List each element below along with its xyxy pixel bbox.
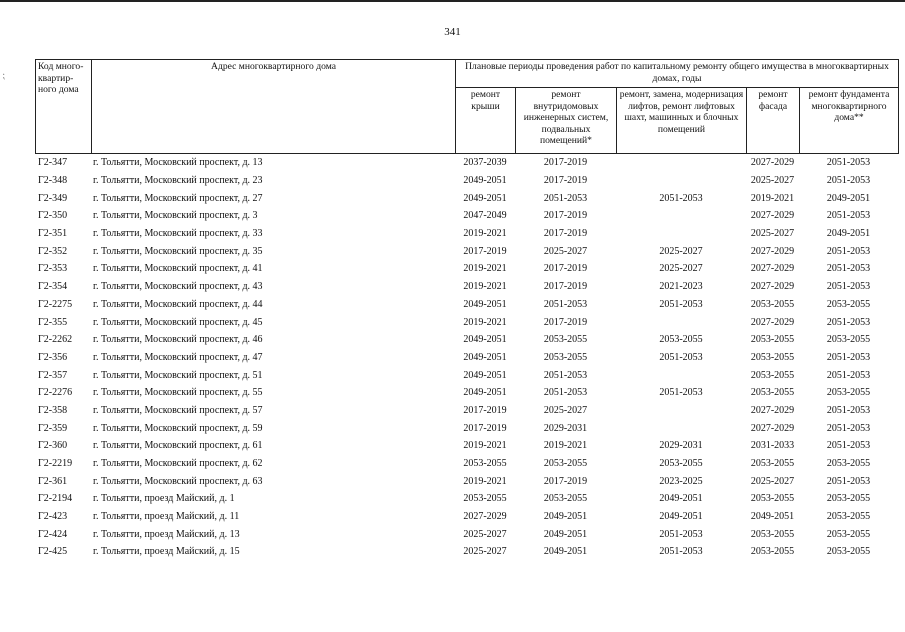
cell-facade: 2053-2055	[750, 387, 795, 399]
cell-elevators: 2051-2053	[659, 298, 703, 310]
scan-mark: ⁏	[2, 70, 6, 81]
cell-systems: 2053-2055	[543, 493, 588, 505]
cell-foundation: 2053-2055	[826, 511, 871, 523]
cell-elevators: 2049-2051	[659, 493, 703, 505]
cell-elevators: 2023-2025	[659, 475, 703, 487]
cell-systems: 2051-2053	[543, 387, 588, 399]
cell-code: Г2-350	[38, 210, 68, 222]
cell-code: Г2-361	[38, 475, 68, 487]
table-row	[35, 543, 898, 561]
cell-foundation: 2053-2055	[826, 387, 871, 399]
cell-facade: 2053-2055	[750, 458, 795, 470]
table-row	[35, 419, 898, 437]
cell-systems: 2051-2053	[543, 298, 588, 310]
cell-facade: 2053-2055	[750, 528, 795, 540]
cell-address: г. Тольятти, Московский проспект, д. 61	[93, 440, 263, 452]
cell-systems: 2017-2019	[543, 157, 588, 169]
cell-foundation: 2053-2055	[826, 298, 871, 310]
table-row	[35, 242, 898, 260]
cell-elevators: 2053-2055	[659, 334, 703, 346]
table-row	[35, 260, 898, 278]
cell-code: Г2-353	[38, 263, 68, 275]
cell-code: Г2-2275	[38, 298, 73, 310]
cell-roof: 2049-2051	[463, 298, 507, 310]
cell-foundation: 2051-2053	[826, 281, 871, 293]
cell-code: Г2-359	[38, 422, 68, 434]
cell-roof: 2019-2021	[463, 281, 507, 293]
cell-address: г. Тольятти, Московский проспект, д. 35	[93, 245, 263, 257]
cell-systems: 2017-2019	[543, 175, 588, 187]
cell-facade: 2031-2033	[750, 440, 795, 452]
cell-foundation: 2053-2055	[826, 493, 871, 505]
document-table	[35, 59, 898, 561]
cell-foundation: 2051-2053	[826, 369, 871, 381]
cell-roof: 2049-2051	[463, 351, 507, 363]
table-row	[35, 525, 898, 543]
table-row	[35, 508, 898, 526]
cell-elevators: 2051-2053	[659, 387, 703, 399]
cell-roof: 2019-2021	[463, 228, 507, 240]
cell-facade: 2027-2029	[750, 157, 795, 169]
cell-elevators: 2025-2027	[659, 263, 703, 275]
cell-roof: 2019-2021	[463, 263, 507, 275]
cell-systems: 2017-2019	[543, 475, 588, 487]
header-periods: Плановые периоды проведения работ по капитальному ремонту общего имущества в многоквартирных домах, годы	[456, 60, 899, 88]
table-body	[35, 154, 898, 561]
cell-address: г. Тольятти, проезд Майский, д. 1	[93, 493, 235, 505]
cell-facade: 2049-2051	[750, 511, 795, 523]
header-foundation: ремонт фундамента многоквартирного дома**	[800, 88, 899, 154]
table-row	[35, 313, 898, 331]
cell-systems: 2053-2055	[543, 351, 588, 363]
cell-roof: 2047-2049	[463, 210, 507, 222]
cell-facade: 2053-2055	[750, 369, 795, 381]
cell-foundation: 2053-2055	[826, 546, 871, 558]
cell-systems: 2017-2019	[543, 228, 588, 240]
cell-systems: 2017-2019	[543, 281, 588, 293]
page-number: 341	[444, 26, 461, 38]
cell-facade: 2053-2055	[750, 334, 795, 346]
cell-roof: 2025-2027	[463, 546, 507, 558]
cell-code: Г2-360	[38, 440, 68, 452]
cell-foundation: 2053-2055	[826, 528, 871, 540]
table-row	[35, 455, 898, 473]
table-row	[35, 154, 898, 172]
cell-systems: 2019-2021	[543, 440, 588, 452]
cell-roof: 2019-2021	[463, 440, 507, 452]
header-roof: ремонт крыши	[456, 88, 516, 154]
cell-systems: 2017-2019	[543, 210, 588, 222]
cell-facade: 2053-2055	[750, 546, 795, 558]
cell-address: г. Тольятти, проезд Майский, д. 11	[93, 511, 240, 523]
cell-roof: 2049-2051	[463, 387, 507, 399]
cell-code: Г2-2276	[38, 387, 73, 399]
cell-code: Г2-2194	[38, 493, 73, 505]
table-row	[35, 296, 898, 314]
cell-roof: 2025-2027	[463, 528, 507, 540]
cell-address: г. Тольятти, Московский проспект, д. 45	[93, 316, 263, 328]
cell-roof: 2049-2051	[463, 192, 507, 204]
cell-code: Г2-348	[38, 175, 68, 187]
cell-foundation: 2051-2053	[826, 351, 871, 363]
cell-address: г. Тольятти, проезд Майский, д. 15	[93, 546, 240, 558]
cell-foundation: 2053-2055	[826, 334, 871, 346]
cell-roof: 2049-2051	[463, 175, 507, 187]
cell-code: Г2-355	[38, 316, 68, 328]
cell-foundation: 2051-2053	[826, 175, 871, 187]
cell-roof: 2017-2019	[463, 245, 507, 257]
cell-foundation: 2051-2053	[826, 316, 871, 328]
cell-facade: 2027-2029	[750, 245, 795, 257]
cell-address: г. Тольятти, Московский проспект, д. 43	[93, 281, 263, 293]
cell-code: Г2-358	[38, 404, 68, 416]
cell-facade: 2027-2029	[750, 263, 795, 275]
cell-systems: 2017-2019	[543, 316, 588, 328]
cell-facade: 2019-2021	[750, 192, 795, 204]
cell-systems: 2029-2031	[543, 422, 588, 434]
cell-roof: 2017-2019	[463, 404, 507, 416]
cell-address: г. Тольятти, Московский проспект, д. 47	[93, 351, 263, 363]
cell-systems: 2049-2051	[543, 511, 588, 523]
table-row	[35, 437, 898, 455]
cell-systems: 2025-2027	[543, 245, 588, 257]
cell-address: г. Тольятти, Московский проспект, д. 33	[93, 228, 263, 240]
table-row	[35, 331, 898, 349]
cell-facade: 2025-2027	[750, 175, 795, 187]
cell-facade: 2025-2027	[750, 475, 795, 487]
cell-systems: 2053-2055	[543, 458, 588, 470]
cell-facade: 2053-2055	[750, 351, 795, 363]
cell-address: г. Тольятти, Московский проспект, д. 46	[93, 334, 263, 346]
cell-elevators: 2029-2031	[659, 440, 703, 452]
table-row	[35, 490, 898, 508]
cell-foundation: 2049-2051	[826, 228, 871, 240]
cell-elevators: 2051-2053	[659, 192, 703, 204]
cell-roof: 2037-2039	[463, 157, 507, 169]
cell-systems: 2017-2019	[543, 263, 588, 275]
cell-address: г. Тольятти, Московский проспект, д. 55	[93, 387, 263, 399]
header-address: Адрес многоквартирного дома	[92, 60, 456, 154]
cell-roof: 2053-2055	[463, 458, 507, 470]
top-border-line	[0, 0, 905, 2]
cell-address: г. Тольятти, Московский проспект, д. 3	[93, 210, 258, 222]
cell-facade: 2027-2029	[750, 281, 795, 293]
cell-code: Г2-354	[38, 281, 68, 293]
cell-facade: 2025-2027	[750, 228, 795, 240]
cell-code: Г2-425	[38, 546, 68, 558]
cell-address: г. Тольятти, Московский проспект, д. 59	[93, 422, 263, 434]
header-facade: ремонт фасада	[747, 88, 800, 154]
header-elevators: ремонт, замена, модернизация лифтов, ремонт лифтовых шахт, машинных и блочных помещений	[617, 88, 747, 154]
cell-facade: 2053-2055	[750, 493, 795, 505]
cell-foundation: 2051-2053	[826, 157, 871, 169]
cell-elevators: 2051-2053	[659, 351, 703, 363]
cell-code: Г2-347	[38, 157, 68, 169]
table-row	[35, 349, 898, 367]
cell-foundation: 2049-2051	[826, 192, 871, 204]
cell-address: г. Тольятти, Московский проспект, д. 63	[93, 475, 263, 487]
cell-roof: 2053-2055	[463, 493, 507, 505]
cell-systems: 2025-2027	[543, 404, 588, 416]
cell-foundation: 2051-2053	[826, 404, 871, 416]
cell-roof: 2019-2021	[463, 316, 507, 328]
cell-foundation: 2051-2053	[826, 422, 871, 434]
cell-roof: 2017-2019	[463, 422, 507, 434]
table-row	[35, 402, 898, 420]
cell-elevators: 2049-2051	[659, 511, 703, 523]
cell-foundation: 2051-2053	[826, 475, 871, 487]
cell-code: Г2-351	[38, 228, 68, 240]
cell-address: г. Тольятти, Московский проспект, д. 51	[93, 369, 263, 381]
header-code: Код много-квартир-ного дома	[36, 60, 92, 154]
cell-facade: 2027-2029	[750, 316, 795, 328]
cell-code: Г2-2262	[38, 334, 73, 346]
table-row	[35, 172, 898, 190]
cell-roof: 2027-2029	[463, 511, 507, 523]
cell-roof: 2019-2021	[463, 475, 507, 487]
cell-foundation: 2053-2055	[826, 458, 871, 470]
table-header	[35, 59, 899, 154]
cell-systems: 2051-2053	[543, 369, 588, 381]
cell-foundation: 2051-2053	[826, 210, 871, 222]
cell-facade: 2027-2029	[750, 210, 795, 222]
cell-systems: 2051-2053	[543, 192, 588, 204]
cell-roof: 2049-2051	[463, 334, 507, 346]
cell-address: г. Тольятти, Московский проспект, д. 13	[93, 157, 263, 169]
cell-code: Г2-2219	[38, 458, 73, 470]
cell-systems: 2049-2051	[543, 546, 588, 558]
cell-address: г. Тольятти, Московский проспект, д. 44	[93, 298, 263, 310]
cell-foundation: 2051-2053	[826, 440, 871, 452]
cell-address: г. Тольятти, Московский проспект, д. 57	[93, 404, 263, 416]
table-row	[35, 384, 898, 402]
cell-code: Г2-349	[38, 192, 68, 204]
cell-elevators: 2025-2027	[659, 245, 703, 257]
cell-elevators: 2053-2055	[659, 458, 703, 470]
cell-code: Г2-356	[38, 351, 68, 363]
cell-systems: 2049-2051	[543, 528, 588, 540]
table-row	[35, 189, 898, 207]
cell-facade: 2027-2029	[750, 422, 795, 434]
header-systems: ремонт внутридомовых инженерных систем, подвальных помещений*	[516, 88, 617, 154]
cell-code: Г2-352	[38, 245, 68, 257]
cell-code: Г2-424	[38, 528, 68, 540]
table-row	[35, 366, 898, 384]
cell-address: г. Тольятти, Московский проспект, д. 27	[93, 192, 263, 204]
cell-foundation: 2051-2053	[826, 245, 871, 257]
cell-address: г. Тольятти, Московский проспект, д. 41	[93, 263, 263, 275]
table-row	[35, 225, 898, 243]
cell-code: Г2-423	[38, 511, 68, 523]
cell-elevators: 2051-2053	[659, 528, 703, 540]
cell-systems: 2053-2055	[543, 334, 588, 346]
cell-facade: 2053-2055	[750, 298, 795, 310]
cell-elevators: 2051-2053	[659, 546, 703, 558]
cell-roof: 2049-2051	[463, 369, 507, 381]
cell-elevators: 2021-2023	[659, 281, 703, 293]
cell-foundation: 2051-2053	[826, 263, 871, 275]
cell-address: г. Тольятти, Московский проспект, д. 62	[93, 458, 263, 470]
cell-code: Г2-357	[38, 369, 68, 381]
table-row	[35, 278, 898, 296]
cell-address: г. Тольятти, Московский проспект, д. 23	[93, 175, 263, 187]
cell-address: г. Тольятти, проезд Майский, д. 13	[93, 528, 240, 540]
table-row	[35, 207, 898, 225]
table-row	[35, 472, 898, 490]
cell-facade: 2027-2029	[750, 404, 795, 416]
